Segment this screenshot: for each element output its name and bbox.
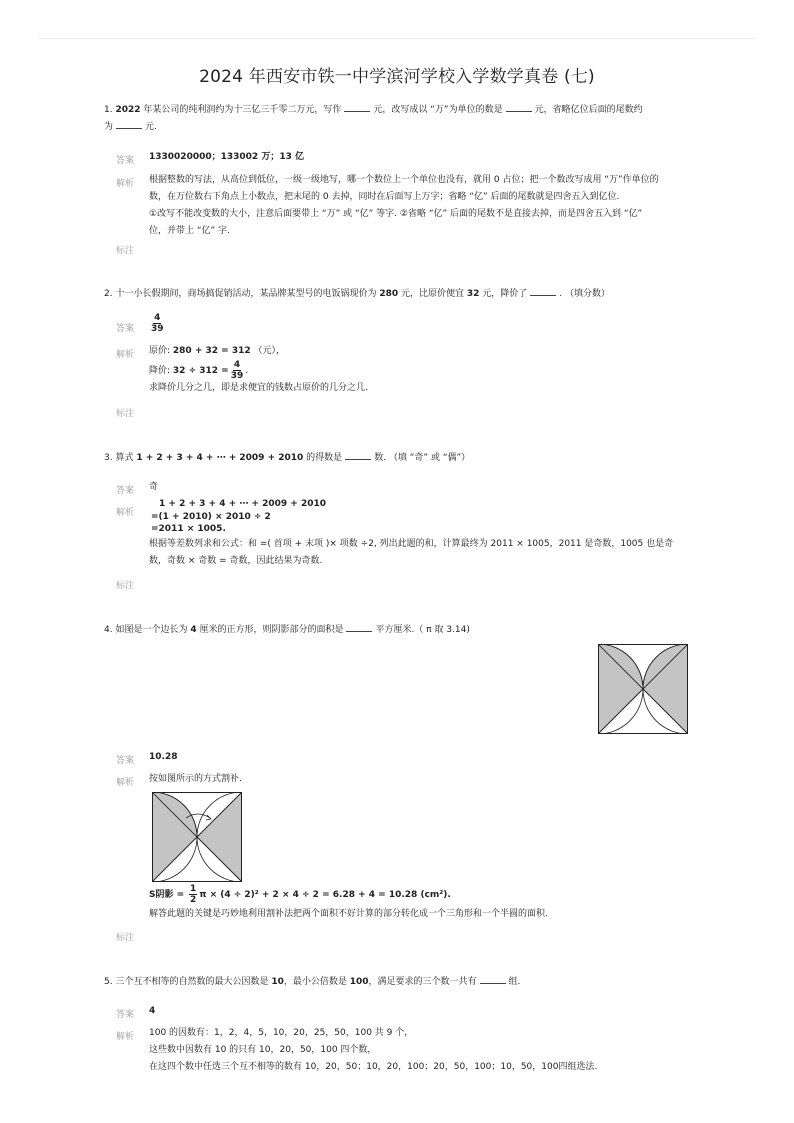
- question-5-stem: [104, 974, 664, 991]
- q3-text-b: 的得数是: [303, 453, 343, 463]
- q4-formula: [149, 884, 451, 906]
- q3-note-label: 标注: [116, 581, 135, 591]
- q4-answer-label: 答案: [116, 756, 135, 766]
- q5-text-b: ，最小公倍数是: [283, 977, 350, 987]
- q2-text-c: 元，降价了: [479, 289, 528, 299]
- q4-formula-rhs: π × (4 ÷ 2)² + 2 × 4 ÷ 2 = 6.28 + 4 = 10.28 (cm²).: [199, 890, 451, 900]
- q5-blank[interactable]: [480, 974, 506, 984]
- q2-text-d: . （填分数）: [559, 289, 610, 299]
- q4-formula-den: 2: [190, 895, 197, 905]
- q3-calc-line: 1 + 2 + 3 + 4 + ⋯ + 2009 + 2010: [159, 499, 326, 509]
- q2-an2-a: 降价:: [149, 366, 173, 376]
- q4-formula-fraction: [189, 884, 197, 905]
- q5-gcd: 10: [271, 977, 284, 987]
- q1-analysis-line: 根据整数的写法，从高位到低位，一级一级地写，哪一个数位上一个单位也没有，就用 0 占位；把一个数改写成用 “万”作单位的: [149, 175, 659, 185]
- q1-analysis-line: 位，并带上 “亿” 字.: [149, 226, 230, 236]
- q5-analysis-line: 100 的因数有：1，2，4，5，10，20，25，50，100 共 9 个，: [149, 1028, 414, 1038]
- question-1-stem: [104, 102, 664, 136]
- q5-text-a: 5. 三个互不相等的自然数的最大公因数是: [104, 977, 272, 987]
- q2-analysis-line-2: [149, 360, 669, 380]
- q3-answer: 奇: [149, 482, 159, 492]
- q2-analysis-label: 解析: [116, 350, 135, 360]
- q1-num: 1.: [104, 105, 116, 115]
- q2-cheaper: 32: [466, 289, 480, 299]
- q4-analysis-line-1: 按如图所示的方式割补.: [149, 774, 242, 784]
- q4-formula-lhs: S阴影 =: [149, 890, 185, 900]
- q2-an2-fraction: [231, 360, 244, 381]
- q2-price: 280: [379, 289, 399, 299]
- q4-solution-figure: [152, 792, 242, 882]
- q2-an1-c: （元），: [253, 346, 286, 356]
- q5-text-c: ，满足要求的三个数一共有: [368, 977, 477, 987]
- q1-answer-label: 答案: [116, 156, 135, 166]
- q1-blank-1[interactable]: [344, 102, 370, 112]
- q4-text-b: 厘米的正方形，则阴影部分的面积是: [196, 625, 344, 635]
- q1-text-f: 元.: [145, 122, 157, 132]
- q1-text-e: 为: [104, 122, 114, 132]
- q2-an2-c: .: [245, 366, 249, 376]
- page-title: 2024 年西安市铁一中学滨河学校入学数学真卷 (七): [199, 67, 595, 87]
- q1-analysis-line: ①改写不能改变数的大小，注意后面要带上 “万” 或 “亿” 等字. ②省略 “亿” 后面的尾数不是直接去掉，而是四舍五入到 “亿”: [149, 209, 643, 219]
- q1-text-b: 年某公司的纯利润约为十三亿三千零二万元，写作: [140, 105, 342, 115]
- question-3-stem: [104, 450, 664, 467]
- q4-formula-num: 1: [190, 884, 197, 894]
- q2-an2-b: 32 ÷ 312 =: [172, 366, 229, 376]
- q4-analysis-label: 解析: [116, 778, 135, 788]
- q1-analysis-label: 解析: [116, 179, 135, 189]
- q1-answer: 1330020000；133002 万；13 亿: [149, 152, 304, 162]
- q2-blank[interactable]: [530, 286, 556, 296]
- q5-text-d: 组.: [508, 977, 521, 987]
- q4-blank[interactable]: [346, 622, 372, 632]
- q4-answer: 10.28: [149, 752, 178, 762]
- q3-analysis: [149, 498, 679, 570]
- top-divider: [38, 38, 756, 39]
- q4-text-c: 平方厘米.（ π 取 3.14): [375, 625, 470, 635]
- q5-answer: 4: [149, 1006, 156, 1016]
- q5-analysis-line: 这些数中因数有 10 的只有 10，20，50，100 四个数，: [149, 1045, 377, 1055]
- q2-an1-b: 280 + 32 = 312: [172, 346, 251, 356]
- q2-analysis: [149, 343, 669, 397]
- q3-analysis-line: 根据等差数列求和公式：和 =( 首项 + 末项 )× 项数 ÷2, 列出此题的和，计算最终为 2011 × 1005，2011 是奇数，1005 也是奇: [149, 538, 674, 549]
- q5-lcm: 100: [349, 977, 369, 987]
- q1-note-label: 标注: [116, 246, 135, 256]
- q1-blank-2[interactable]: [506, 102, 532, 112]
- q4-side: 4: [190, 625, 197, 635]
- q2-answer-label: 答案: [116, 324, 135, 334]
- q1-blank-3[interactable]: [116, 119, 142, 129]
- q2-answer-num: 4: [154, 313, 161, 323]
- q3-analysis-label: 解析: [116, 508, 135, 518]
- q1-text-d: 元，省略亿位后面的尾数约: [534, 105, 643, 115]
- q2-answer-den: 39: [151, 324, 164, 334]
- q3-expr: 1 + 2 + 3 + 4 + ⋯ + 2009 + 2010: [136, 453, 304, 463]
- q2-text-a: 2. 十一小长假期间，商场搞促销活动，某品牌某型号的电饭锅现价为: [104, 289, 380, 299]
- q1-year: 2022: [115, 105, 141, 115]
- q2-note-label: 标注: [116, 409, 135, 419]
- question-2-stem: [104, 286, 664, 303]
- q2-answer-fraction: [151, 313, 164, 334]
- q3-answer-label: 答案: [116, 486, 135, 496]
- q2-text-b: 元，比原价便宜: [398, 289, 467, 299]
- q5-answer-label: 答案: [116, 1010, 135, 1020]
- q3-text-a: 3. 算式: [104, 453, 137, 463]
- q1-text-c: 元，改写成以 “万”为单位的数是: [373, 105, 503, 115]
- q3-calc-line: =(1 + 2010) × 2010 ÷ 2: [151, 511, 271, 522]
- question-4-stem: [104, 622, 584, 639]
- q5-analysis-line: 在这四个数中任选三个互不相等的数有 10，20，50；10，20，100；20，50，100；10，50，100四组选法.: [149, 1062, 598, 1072]
- q3-analysis-line: 数，奇数 × 奇数 = 奇数，因此结果为奇数.: [149, 555, 323, 566]
- q2-an1-a: 原价:: [149, 346, 173, 356]
- q3-text-c: 数. （填 “奇” 或 “偶”）: [374, 453, 471, 463]
- q1-analysis: [149, 172, 689, 240]
- q1-analysis-line: 数，在万位数右下角点上小数点，把末尾的 0 去掉，同时在后面写上万字；省略 “亿” 后面的尾数就是四舍五入到亿位.: [149, 192, 620, 202]
- q2-an2-num: 4: [233, 360, 241, 370]
- q2-an2-den: 39: [230, 371, 244, 381]
- q2-analysis-line-3: 求降价几分之几，即是求便宜的钱数占原价的几分之几.: [149, 383, 368, 393]
- q2-answer: [149, 313, 166, 334]
- q4-analysis-line-3: 解答此题的关键是巧妙地利用割补法把两个面积不好计算的部分转化成一个三角形和一个半圆的面积.: [149, 909, 548, 919]
- q2-analysis-line-1: [149, 343, 669, 360]
- q5-analysis: [149, 1025, 689, 1076]
- q5-analysis-label: 解析: [116, 1032, 135, 1042]
- q4-square-figure: [598, 644, 688, 734]
- q3-blank[interactable]: [345, 450, 371, 460]
- q3-calc-line: =2011 × 1005.: [151, 524, 226, 534]
- q4-note-label: 标注: [116, 933, 135, 943]
- q4-text-a: 4. 如图是一个边长为: [104, 625, 191, 635]
